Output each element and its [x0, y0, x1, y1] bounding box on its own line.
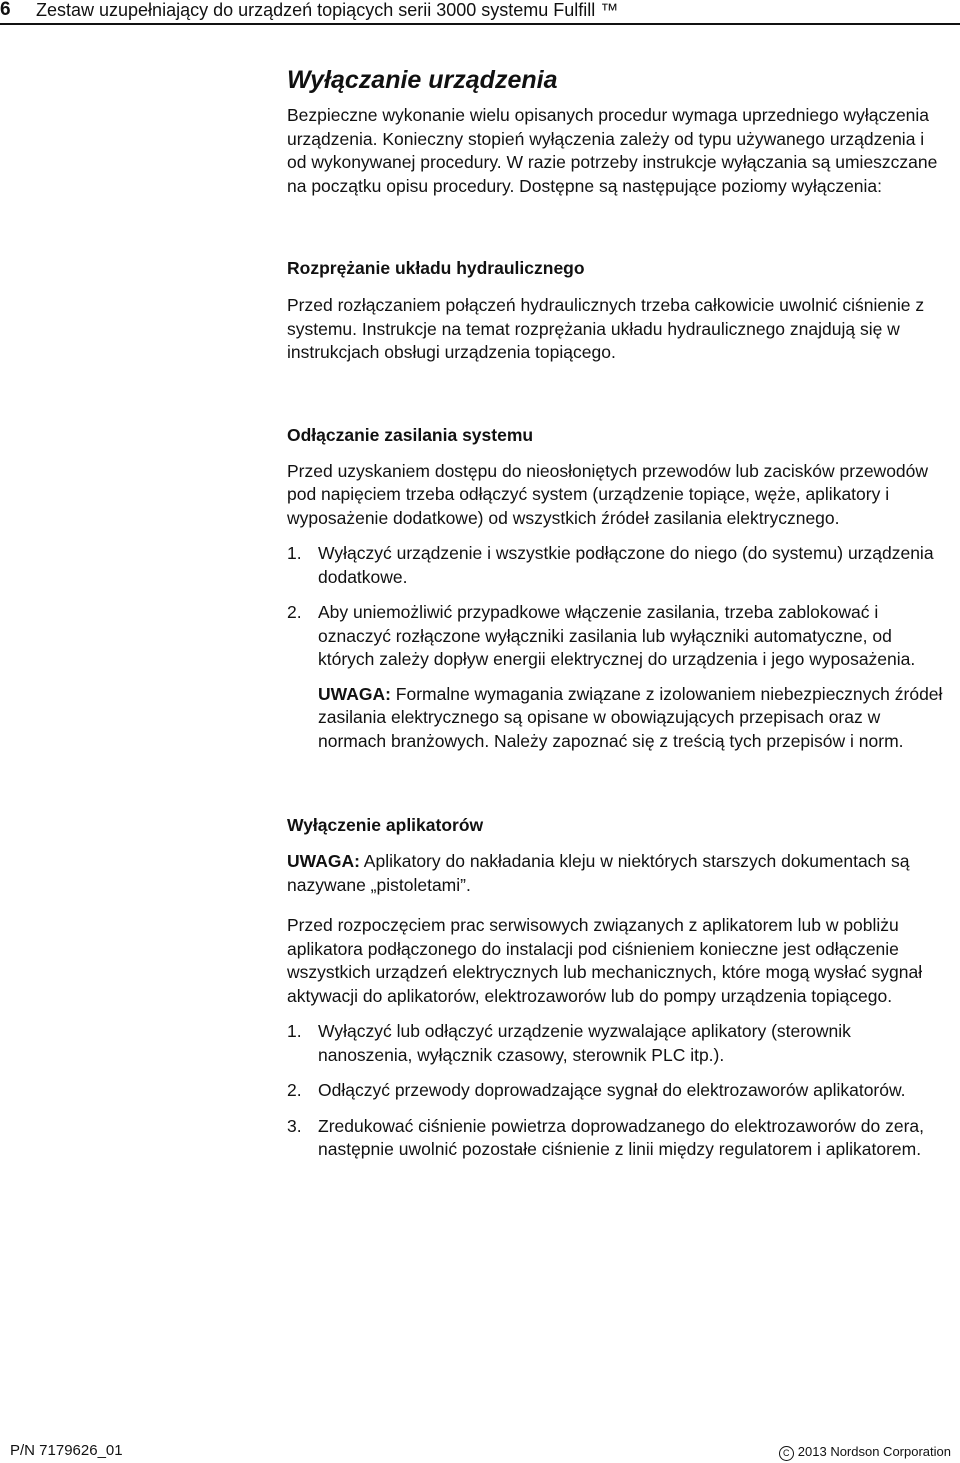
list-item [287, 542, 947, 589]
section-applicators [287, 814, 947, 1162]
note-text: Formalne wymagania związane z izolowaniem niebezpiecznych źródeł zasilania elektrycznego są opisane w obowiązujących przepisach oraz w normach branżowych. Należy zapoznać się z treścią tych przepisów i norm. [318, 683, 943, 751]
part-number: P/N 7179626_01 [10, 1442, 123, 1459]
section-pressure-relief [287, 257, 947, 365]
steps-list [287, 1020, 947, 1162]
subsection-body: Przed rozpoczęciem prac serwisowych związanych z aplikatorem lub w pobliżu aplikatora podłączonego do instalacji pod ciśnieniem konieczne jest odłączenie wszystkich urządzeń elektrycznych lub mechanicznych, które mogą wysłać sygnał aktywacji do aplikatorów, elektrozaworów lub do pompy urządzenia topiącego. [287, 915, 923, 1006]
steps-list [287, 542, 947, 753]
note-label: UWAGA: [318, 683, 391, 704]
subsection-title: Wyłączenie aplikatorów [287, 815, 484, 835]
list-item [287, 1020, 947, 1067]
note [287, 850, 947, 897]
header-divider [0, 23, 960, 25]
subsection-body: Przed rozłączaniem połączeń hydraulicznych trzeba całkowicie uwolnić ciśnienie z systemu. Instrukcje na temat rozprężania układu hydraulicznego znajdują się w instrukcjach obsługi urządzenia topiącego. [287, 295, 925, 362]
step-text: Aby uniemożliwić przypadkowe włączenie zasilania, trzeba zablokować i oznaczyć rozłączone wyłączniki zasilania lub wyłączniki automatyczne, od których zależy dopływ energii elektrycznej do urządzenia i jego wyposażenia. [318, 602, 916, 669]
page-number: 6 [0, 0, 11, 20]
list-item [287, 601, 947, 753]
section-power-disconnect [287, 424, 947, 754]
step-number: 2. [287, 602, 302, 622]
subsection-title: Rozprężanie układu hydraulicznego [287, 258, 585, 278]
step-text: Wyłączyć urządzenie i wszystkie podłączone do niego (do systemu) urządzenia dodatkowe. [318, 543, 934, 587]
step-text: Wyłączyć lub odłączyć urządzenie wyzwalające aplikatory (sterownik nanoszenia, wyłącznik czasowy, sterownik PLC itp.). [318, 1021, 851, 1065]
section-shutdown [287, 64, 947, 198]
copyright-icon: C [779, 1446, 794, 1461]
page-header [0, 0, 960, 24]
page-footer [0, 1442, 960, 1463]
step-text: Odłączyć przewody doprowadzające sygnał do elektrozaworów aplikatorów. [318, 1080, 906, 1100]
intro-paragraph: Bezpieczne wykonanie wielu opisanych procedur wymaga uprzedniego wyłączenia urządzenia. Konieczny stopień wyłączenia zależy od typu używanego urządzenia i od wykonywanej procedury. W razie potrzeby instrukcje wyłączania są umieszczane na początku opisu procedury. Dostępne są następujące poziomy wyłączenia: [287, 105, 938, 196]
subsection-body: Przed uzyskaniem dostępu do nieosłoniętych przewodów lub zacisków przewodów pod napięciem trzeba odłączyć system (urządzenie topiące, węże, aplikatory i wyposażenie dodatkowe) od wszystkich źródeł zasilania elektrycznego. [287, 460, 929, 528]
note [318, 683, 947, 754]
main-content [287, 64, 947, 1162]
document-title: Zestaw uzupełniający do urządzeń topiących serii 3000 systemu Fulfill ™ [36, 0, 619, 20]
list-item [287, 1079, 947, 1103]
subsection-title: Odłączanie zasilania systemu [287, 424, 534, 445]
note-text: Aplikatory do nakładania kleju w niektórych starszych dokumentach są nazywane „pistoletami”. [287, 851, 910, 895]
step-number: 3. [287, 1115, 302, 1136]
step-number: 1. [287, 1021, 302, 1041]
step-number: 2. [287, 1080, 302, 1100]
list-item [287, 1115, 947, 1162]
section-heading: Wyłączanie urządzenia [287, 66, 558, 94]
step-number: 1. [287, 543, 302, 563]
note-label: UWAGA: [287, 851, 360, 871]
copyright [779, 1443, 951, 1461]
copyright-text: 2013 Nordson Corporation [797, 1444, 951, 1459]
step-text: Zredukować ciśnienie powietrza doprowadzanego do elektrozaworów do zera, następnie uwolnić pozostałe ciśnienie z linii między regulatorem i aplikatorem. [318, 1115, 925, 1159]
